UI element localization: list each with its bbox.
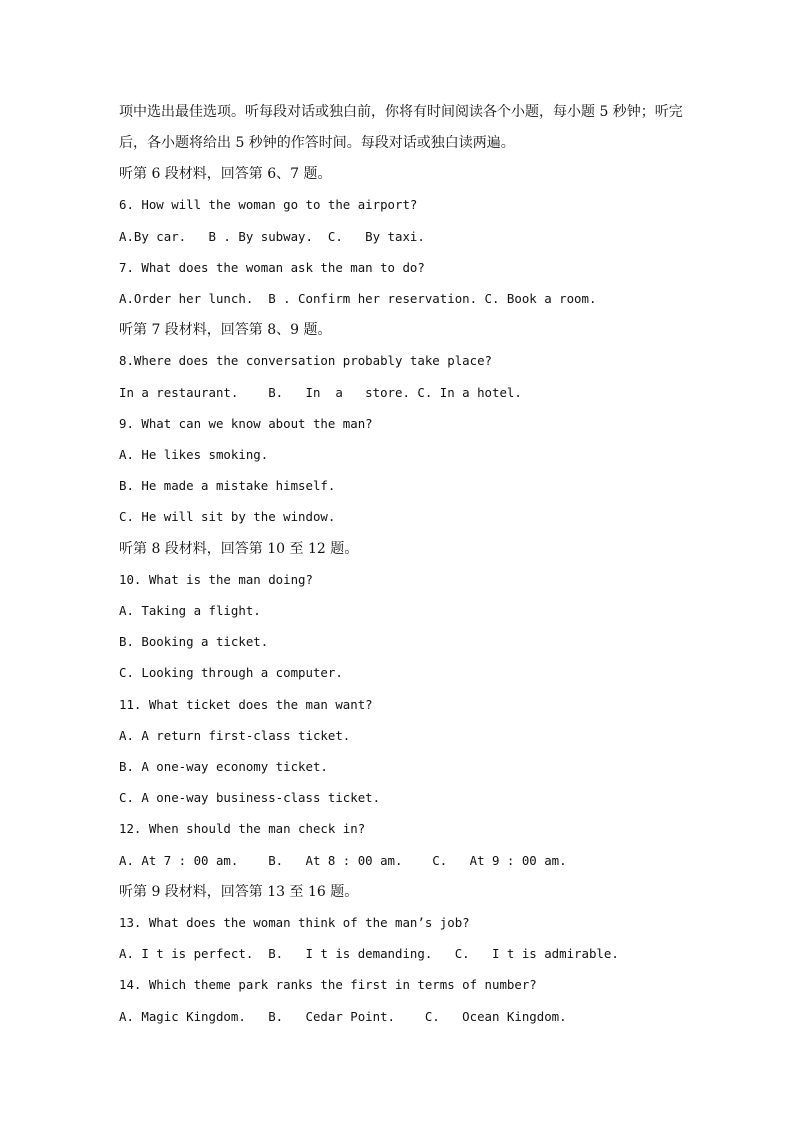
options-13: A. I t is perfect. B. I t is demanding. C. I t is admirable.	[119, 946, 619, 961]
option-9a: A. He likes smoking.	[119, 447, 269, 462]
question-13: 13. What does the woman think of the man’s job?	[119, 915, 470, 930]
section-heading-6: 听第 6 段材料，回答第 6、7 题。	[119, 166, 332, 182]
option-10c: C. Looking through a computer.	[119, 665, 343, 680]
option-11a: A. A return first-class ticket.	[119, 728, 351, 743]
options-7: A.Order her lunch. B . Confirm her reservation. C. Book a room.	[119, 291, 597, 306]
instruction-line-2: 后，各小题将给出 5 秒钟的作答时间。每段对话或独白读两遍。	[119, 135, 515, 151]
option-11b: B. A one-way economy ticket.	[119, 759, 328, 774]
option-9b: B. He made a mistake himself.	[119, 478, 336, 493]
options-8: In a restaurant. B. In a store. C. In a hotel.	[119, 385, 522, 400]
question-8: 8.Where does the conversation probably take place?	[119, 353, 492, 368]
question-6: 6. How will the woman go to the airport?	[119, 197, 418, 212]
option-10a: A. Taking a flight.	[119, 603, 261, 618]
options-6: A.By car. B . By subway. C. By taxi.	[119, 229, 425, 244]
question-9: 9. What can we know about the man?	[119, 416, 373, 431]
section-heading-9: 听第 9 段材料，回答第 13 至 16 题。	[119, 884, 359, 900]
options-14: A. Magic Kingdom. B. Cedar Point. C. Ocean Kingdom.	[119, 1009, 567, 1024]
options-12: A. At 7 : 00 am. B. At 8 : 00 am. C. At 9 : 00 am.	[119, 853, 567, 868]
question-14: 14. Which theme park ranks the first in terms of number?	[119, 977, 537, 992]
question-11: 11. What ticket does the man want?	[119, 697, 373, 712]
question-12: 12. When should the man check in?	[119, 821, 366, 836]
section-heading-7: 听第 7 段材料，回答第 8、9 题。	[119, 322, 332, 338]
question-10: 10. What is the man doing?	[119, 572, 313, 587]
question-7: 7. What does the woman ask the man to do?	[119, 260, 425, 275]
section-heading-8: 听第 8 段材料，回答第 10 至 12 题。	[119, 541, 359, 557]
option-10b: B. Booking a ticket.	[119, 634, 269, 649]
option-9c: C. He will sit by the window.	[119, 509, 336, 524]
option-11c: C. A one-way business-class ticket.	[119, 790, 381, 805]
instruction-line-1: 项中选出最佳选项。听每段对话或独白前，你将有时间阅读各个小题，每小题 5 秒钟；听完	[119, 104, 683, 120]
